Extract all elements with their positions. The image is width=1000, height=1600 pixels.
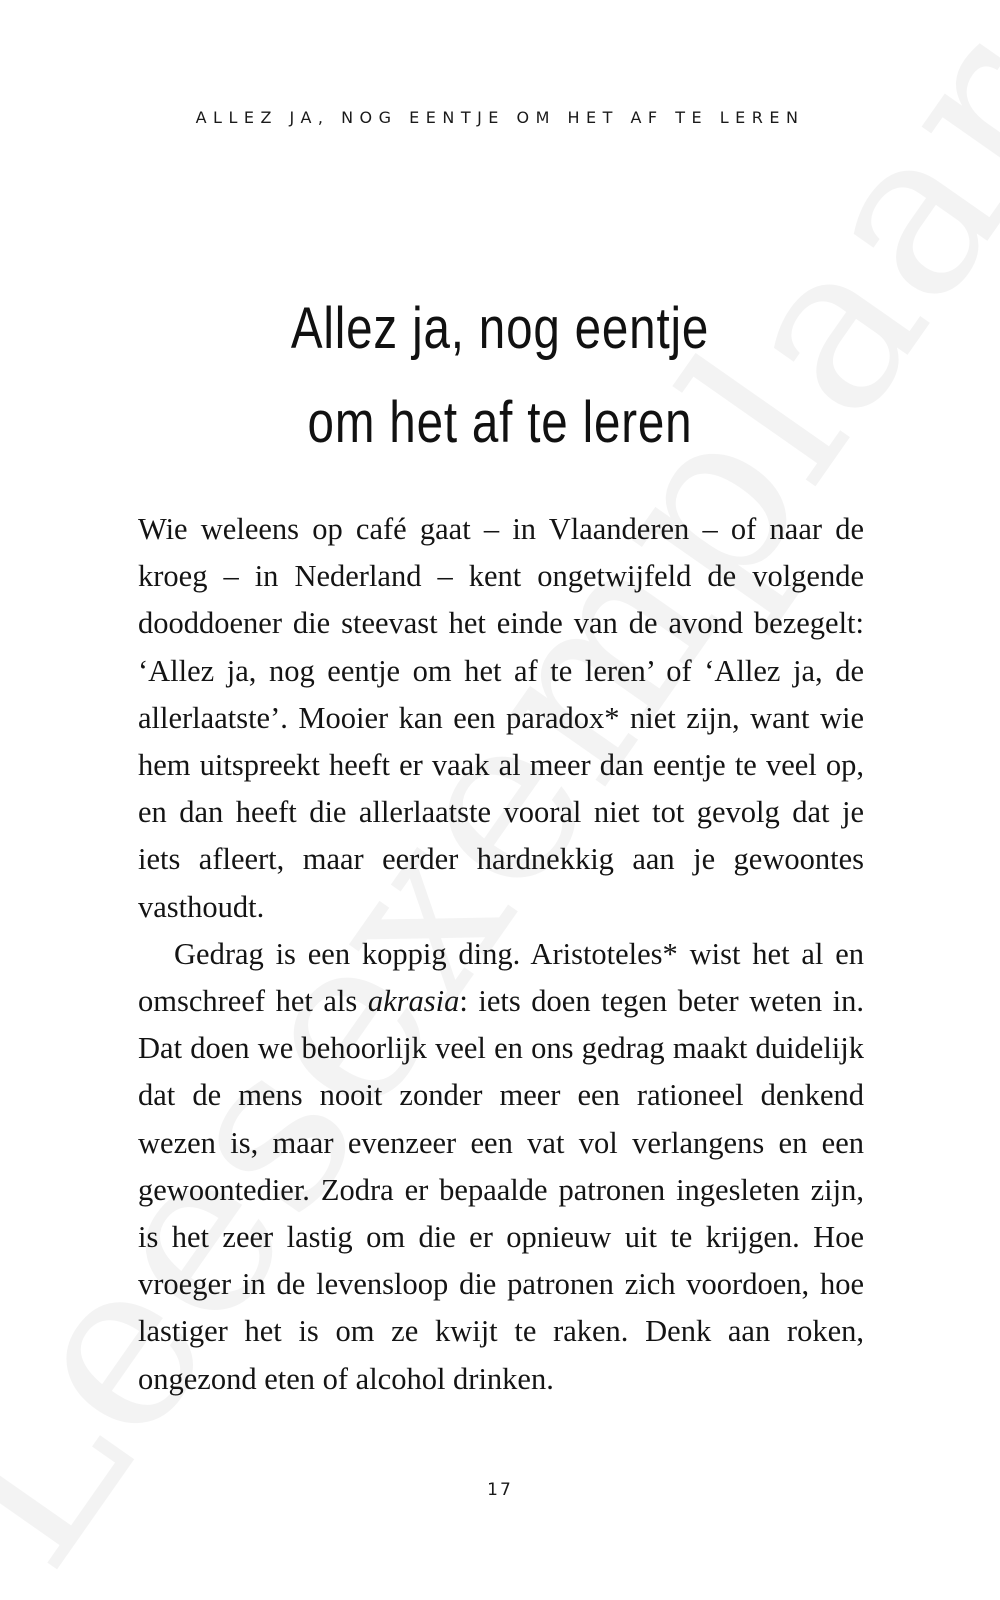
body-text [138, 506, 864, 1403]
paragraph-2-italic-term: akrasia [367, 984, 460, 1019]
paragraph-2 [138, 931, 864, 1403]
paragraph-1 [138, 506, 864, 931]
chapter-title-line-2: om het af te leren [307, 389, 693, 455]
paragraph-2-text-after: : iets doen tegen beter weten in. Dat doen we behoorlijk veel en ons gedrag maakt duidelijk dat de mens nooit zonder meer een rationeel denkend wezen is, maar evenzeer een vat vol verlangens en een gewoontedier. Zodra er bepaalde patronen ingesleten zijn, is het zeer lastig om die er opnieuw uit te krijgen. Hoe vroeger in de levensloop die patronen zich voordoen, hoe lastiger het is om ze kwijt te raken. Denk aan roken, ongezond eten of alcohol drinken. [138, 984, 864, 1396]
chapter-title-line-1: Allez ja, nog eentje [290, 295, 710, 361]
page-number: 17 [487, 1480, 513, 1500]
running-head: ALLEZ JA, NOG EENTJE OM HET AF TE LEREN [195, 108, 805, 127]
paragraph-2-text-before: Gedrag is een koppig ding. Aristoteles* wist het al en omschreef het als [138, 936, 864, 1019]
paragraph-1-text: Wie weleens op café gaat – in Vlaanderen – of naar de kroeg – in Nederland – kent ongetwijfeld de volgende dooddoener die steevast het einde van de avond bezegelt: ‘Allez ja, nog eentje om het af te leren’ of ‘Allez ja, de allerlaatste’. Mooier kan een paradox* niet zijn, want wie hem uitspreekt heeft er vaak al meer dan eentje te veel op, en dan heeft die allerlaatste vooral niet tot gevolg dat je iets afleert, maar eerder hardnekkig aan je gewoontes vasthoudt. [138, 512, 864, 924]
chapter-title [90, 282, 910, 470]
